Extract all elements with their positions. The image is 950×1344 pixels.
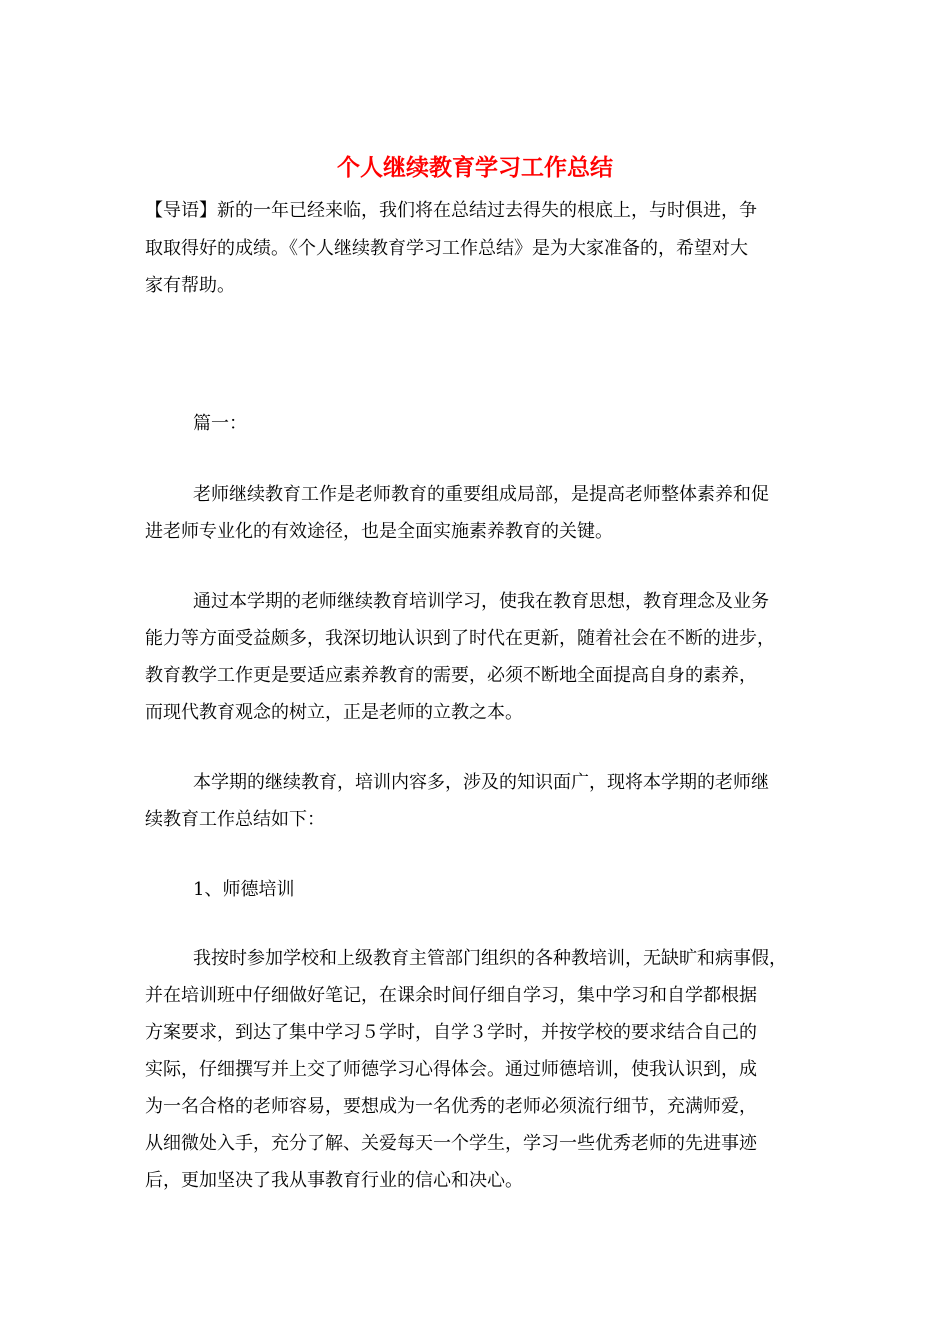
paragraph-line: 通过本学期的老师继续教育培训学习，使我在教育思想，教育理念及业务 (193, 591, 769, 612)
paragraph-line: 后，更加坚决了我从事教育行业的信心和决心。 (145, 1170, 523, 1191)
paragraph-line: 实际，仔细撰写并上交了师德学习心得体会。通过师德培训，使我认识到，成 (145, 1059, 757, 1080)
paragraph-line: 方案要求，到达了集中学习５学时，自学３学时，并按学校的要求结合自己的 (145, 1022, 757, 1043)
paragraph-line: 进老师专业化的有效途径，也是全面实施素养教育的关键。 (145, 521, 613, 542)
paragraph-line: 老师继续教育工作是老师教育的重要组成局部，是提高老师整体素养和促 (193, 484, 769, 505)
paragraph-line: 为一名合格的老师容易，要想成为一名优秀的老师必须流行细节，充满师爱， (145, 1096, 757, 1117)
intro-line: 【导语】新的一年已经来临，我们将在总结过去得失的根底上，与时俱进，争 (145, 200, 757, 221)
paragraph-line: 而现代教育观念的树立，正是老师的立教之本。 (145, 702, 523, 723)
subheading: 1、师德培训 (193, 879, 295, 900)
paragraph-line: 本学期的继续教育，培训内容多，涉及的知识面广，现将本学期的老师继 (193, 772, 769, 793)
paragraph-line: 教育教学工作更是要适应素养教育的需要，必须不断地全面提高自身的素养， (145, 665, 757, 686)
paragraph-line: 续教育工作总结如下： (145, 809, 325, 830)
paragraph-line: 能力等方面受益颇多，我深切地认识到了时代在更新，随着社会在不断的进步， (145, 628, 775, 649)
paragraph-line: 并在培训班中仔细做好笔记，在课余时间仔细自学习，集中学习和自学都根据 (145, 985, 757, 1006)
paragraph-line: 从细微处入手，充分了解、关爱每天一个学生，学习一些优秀老师的先进事迹 (145, 1133, 757, 1154)
section-heading: 篇一： (193, 413, 247, 434)
intro-line: 家有帮助。 (145, 275, 235, 296)
paragraph-line: 我按时参加学校和上级教育主管部门组织的各种教培训，无缺旷和病事假， (193, 948, 787, 969)
page-title: 个人继续教育学习工作总结 (337, 154, 613, 181)
intro-line: 取取得好的成绩。《个人继续教育学习工作总结》是为大家准备的，希望对大 (145, 238, 748, 259)
